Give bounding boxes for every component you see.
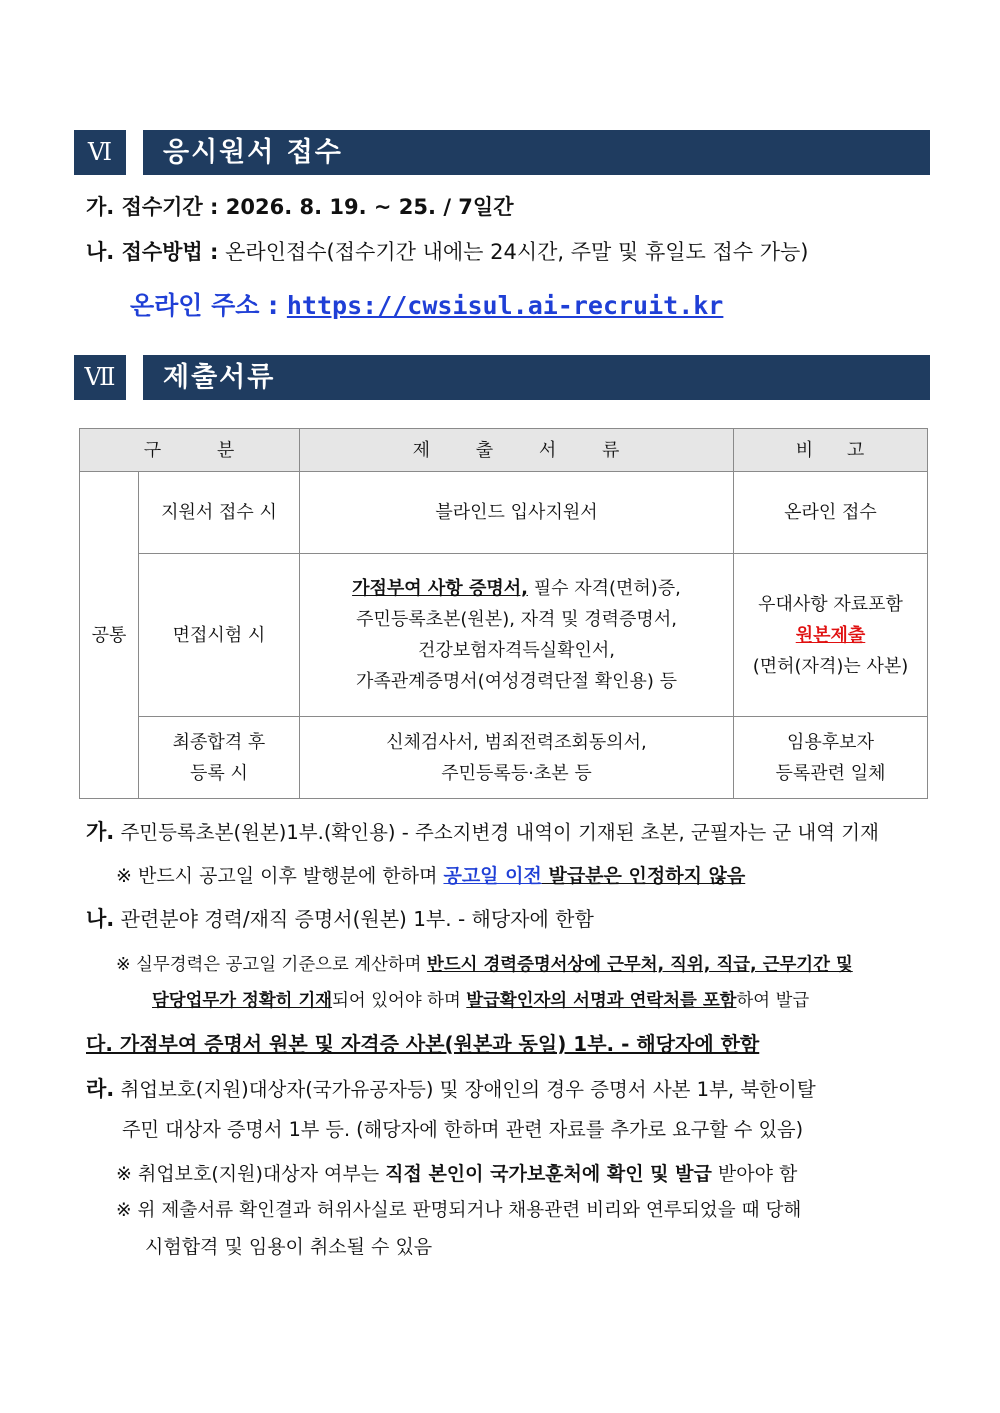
item-na-note-1 bbox=[116, 951, 853, 979]
note-highlight: 공고일 이전 bbox=[443, 865, 542, 887]
note-bold: 담당업무가 정확히 기재 bbox=[152, 991, 333, 1011]
item-da: 다. 가점부여 증명서 원본 및 자격증 사본(원본과 동일) 1부. - 해당자에 한함 bbox=[86, 1032, 760, 1056]
note-text: 임용후보자 bbox=[787, 731, 874, 753]
section-7-title: 제출서류 bbox=[143, 355, 930, 400]
note-bold: 발급분은 인정하지 않음 bbox=[541, 865, 746, 887]
method-value: 온라인접수(접수기간 내에는 24시간, 주말 및 휴일도 접수 가능) bbox=[225, 240, 809, 264]
note-bold: 직접 본인이 국가보훈처에 확인 및 발급 bbox=[385, 1163, 712, 1185]
note-text: 받아야 함 bbox=[711, 1163, 798, 1185]
note-text: ※ 실무경력은 공고일 기준으로 계산하며 bbox=[116, 955, 428, 975]
note-text: ※ 반드시 공고일 이후 발행분에 한하며 bbox=[116, 865, 444, 887]
item-ga-text: 주민등록초본(원본)1부.(확인용) - 주소지변경 내역이 기재된 초본, 군필자는 군 내역 기재 bbox=[114, 821, 879, 844]
item-ra-line-1 bbox=[86, 1075, 816, 1104]
item-ga-note bbox=[116, 862, 745, 890]
note-text: 하여 발급 bbox=[736, 991, 810, 1011]
note-text: (면허(자격)는 사본) bbox=[752, 655, 909, 677]
section-6-title: 응시원서 접수 bbox=[143, 130, 930, 175]
stage-cell bbox=[139, 717, 300, 799]
docs-cell bbox=[300, 554, 734, 717]
header-remarks: 비 고 bbox=[734, 429, 928, 472]
note-cell bbox=[734, 554, 928, 717]
stage-text: 등록 시 bbox=[190, 762, 248, 784]
note-text: ※ 취업보호(지원)대상자 여부는 bbox=[116, 1163, 386, 1185]
docs-cell bbox=[300, 717, 734, 799]
header-documents: 제 출 서 류 bbox=[300, 429, 734, 472]
docs-text: 필수 자격(면허)증, bbox=[527, 578, 681, 599]
header-category: 구 분 bbox=[80, 429, 300, 472]
section-6-header bbox=[74, 130, 930, 175]
stage-cell: 지원서 접수 시 bbox=[139, 472, 300, 554]
docs-text: 건강보험자격득실확인서, bbox=[418, 640, 615, 661]
item-na-text: 관련분야 경력/재직 증명서(원본) 1부. - 해당자에 한함 bbox=[114, 907, 594, 931]
note-bold: 발급확인자의 서명과 연락처를 포함 bbox=[466, 991, 737, 1011]
section-7-number: Ⅶ bbox=[74, 355, 126, 400]
table-row bbox=[80, 717, 928, 799]
note-text: 등록관련 일체 bbox=[775, 762, 886, 784]
item-ra-note-1 bbox=[116, 1160, 797, 1188]
item-ra-note-2: ※ 위 제출서류 확인결과 허위사실로 판명되거나 채용관련 비리와 연루되었을 때 당해 bbox=[116, 1200, 802, 1221]
section-6-number: Ⅵ bbox=[74, 130, 126, 175]
docs-bold-text: 가점부여 사항 증명서, bbox=[352, 578, 528, 599]
period-line bbox=[86, 193, 513, 221]
docs-text: 가족관계증명서(여성경력단절 확인용) 등 bbox=[355, 671, 678, 692]
item-ra-mark: 라. bbox=[86, 1077, 115, 1101]
item-ra-note-3: 시험합격 및 임용이 취소될 수 있음 bbox=[145, 1236, 433, 1258]
original-required-text: 원본제출 bbox=[795, 624, 866, 646]
method-label: 나. 접수방법 : bbox=[86, 240, 219, 264]
documents-table bbox=[79, 428, 928, 799]
period-label: 가. 접수기간 : bbox=[86, 195, 219, 219]
online-label: 온라인 주소 : bbox=[130, 291, 279, 320]
item-ga-mark: 가. bbox=[86, 820, 115, 844]
table-row bbox=[80, 472, 928, 554]
note-text: 되어 있어야 하며 bbox=[332, 991, 467, 1011]
online-url-link[interactable]: https://cwsisul.ai-recruit.kr bbox=[286, 291, 724, 320]
table-header-row bbox=[80, 429, 928, 472]
docs-text: 주민등록등·초본 등 bbox=[441, 762, 592, 784]
docs-text: 신체검사서, 범죄전력조회동의서, bbox=[386, 731, 647, 753]
method-line bbox=[86, 238, 809, 266]
section-7-header bbox=[74, 355, 930, 400]
stage-text: 최종합격 후 bbox=[172, 731, 266, 753]
online-line bbox=[130, 290, 723, 322]
docs-cell: 블라인드 입사지원서 bbox=[300, 472, 734, 554]
table-row bbox=[80, 554, 928, 717]
note-bold: 반드시 경력증명서상에 근무처, 직위, 직급, 근무기간 및 bbox=[427, 955, 853, 975]
period-value: 2026. 8. 19. ~ 25. / 7일간 bbox=[225, 195, 514, 219]
note-cell bbox=[734, 717, 928, 799]
stage-cell: 면접시험 시 bbox=[139, 554, 300, 717]
note-cell: 온라인 접수 bbox=[734, 472, 928, 554]
item-ra-line-2: 주민 대상자 증명서 1부 등. (해당자에 한하며 관련 자료를 추가로 요구할 수 있음) bbox=[122, 1118, 804, 1141]
common-cell: 공통 bbox=[80, 472, 139, 799]
item-na-note-2 bbox=[152, 987, 809, 1015]
item-na bbox=[86, 905, 594, 933]
item-ga bbox=[86, 818, 879, 847]
item-ra-text: 취업보호(지원)대상자(국가유공자등) 및 장애인의 경우 증명서 사본 1부, 북한이탈 bbox=[114, 1078, 816, 1101]
docs-text: 주민등록초본(원본), 자격 및 경력증명서, bbox=[356, 609, 677, 630]
note-text: 우대사항 자료포함 bbox=[758, 593, 903, 615]
item-na-mark: 나. bbox=[86, 907, 115, 931]
